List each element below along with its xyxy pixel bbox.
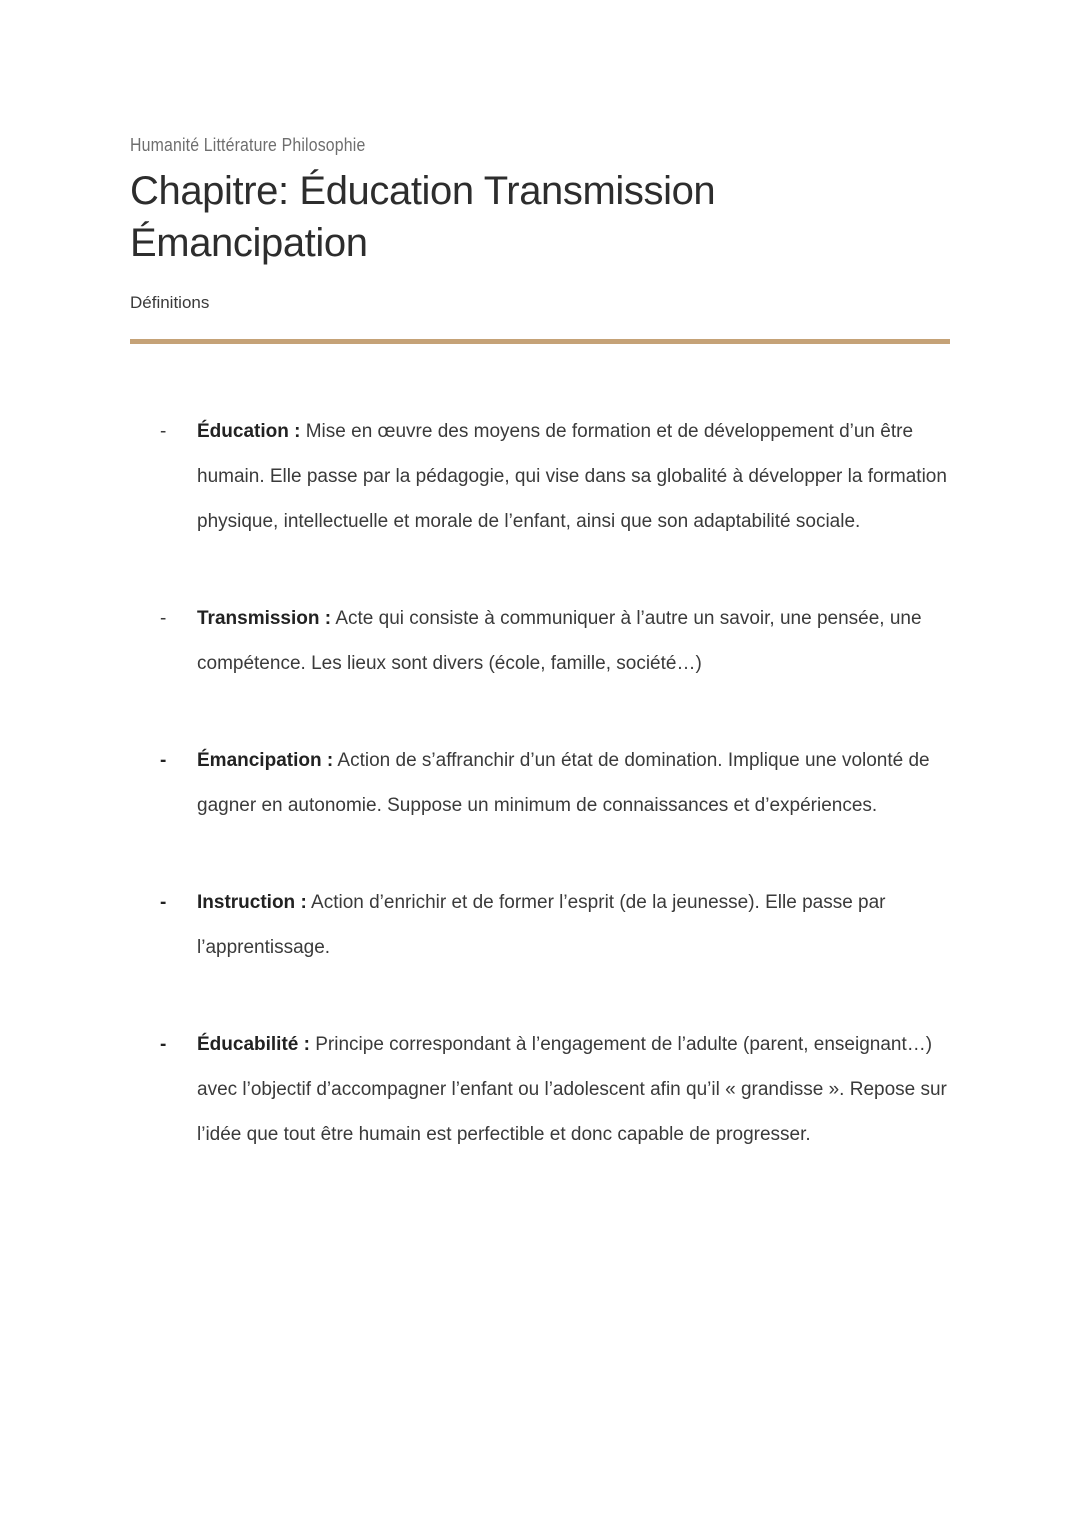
definition-item-emancipation bbox=[130, 738, 950, 828]
course-kicker-text: Humanité Littérature Philosophie bbox=[130, 135, 366, 155]
dash-bullet: - bbox=[160, 892, 167, 913]
definitions-list bbox=[130, 409, 950, 1157]
term-label: Transmission : bbox=[197, 608, 332, 629]
definition-body bbox=[197, 409, 950, 544]
definition-body bbox=[197, 1022, 950, 1157]
definition-text: Principe correspondant à l’engagement de l’adulte (parent, enseignant…) avec l’objectif d’accompagner l’enfant ou l’adolescent afin qu’il « grandisse ». Repose sur l’idée que tout être humain est perfectible et donc capable de progresser. bbox=[197, 1034, 947, 1145]
definition-item-education bbox=[130, 409, 950, 544]
definition-body bbox=[197, 880, 950, 970]
definition-item-instruction bbox=[130, 880, 950, 970]
page-subtitle: Définitions bbox=[130, 293, 210, 312]
page-title: Chapitre: Éducation Transmission Émancipation bbox=[130, 169, 716, 265]
definition-item-educabilite bbox=[130, 1022, 950, 1157]
definition-text: Action d’enrichir et de former l’esprit (de la jeunesse). Elle passe par l’apprentissage. bbox=[197, 892, 886, 958]
dash-bullet: - bbox=[160, 608, 167, 629]
term-label: Instruction : bbox=[197, 892, 307, 913]
dash-bullet: - bbox=[160, 421, 167, 442]
definition-text: Action de s’affranchir d’un état de domination. Implique une volonté de gagner en autonomie. Suppose un minimum de connaissances et d’expériences. bbox=[197, 750, 930, 816]
definition-text: Acte qui consiste à communiquer à l’autre un savoir, une pensée, une compétence. Les lieux sont divers (école, famille, société…) bbox=[197, 608, 922, 674]
definition-item-transmission bbox=[130, 596, 950, 686]
term-label: Émancipation : bbox=[197, 750, 334, 771]
term-label: Éducabilité : bbox=[197, 1034, 310, 1055]
course-kicker bbox=[130, 133, 950, 157]
dash-bullet: - bbox=[160, 750, 167, 771]
definition-body bbox=[197, 596, 950, 686]
definition-body bbox=[197, 738, 950, 828]
term-label: Éducation : bbox=[197, 421, 301, 442]
definition-text: Mise en œuvre des moyens de formation et de développement d’un être humain. Elle passe par la pédagogie, qui vise dans sa globalité à développer la formation physique, intellectuelle et morale de l’enfant, ainsi que son adaptabilité sociale. bbox=[197, 421, 947, 532]
section-divider bbox=[130, 339, 950, 344]
dash-bullet: - bbox=[160, 1034, 167, 1055]
